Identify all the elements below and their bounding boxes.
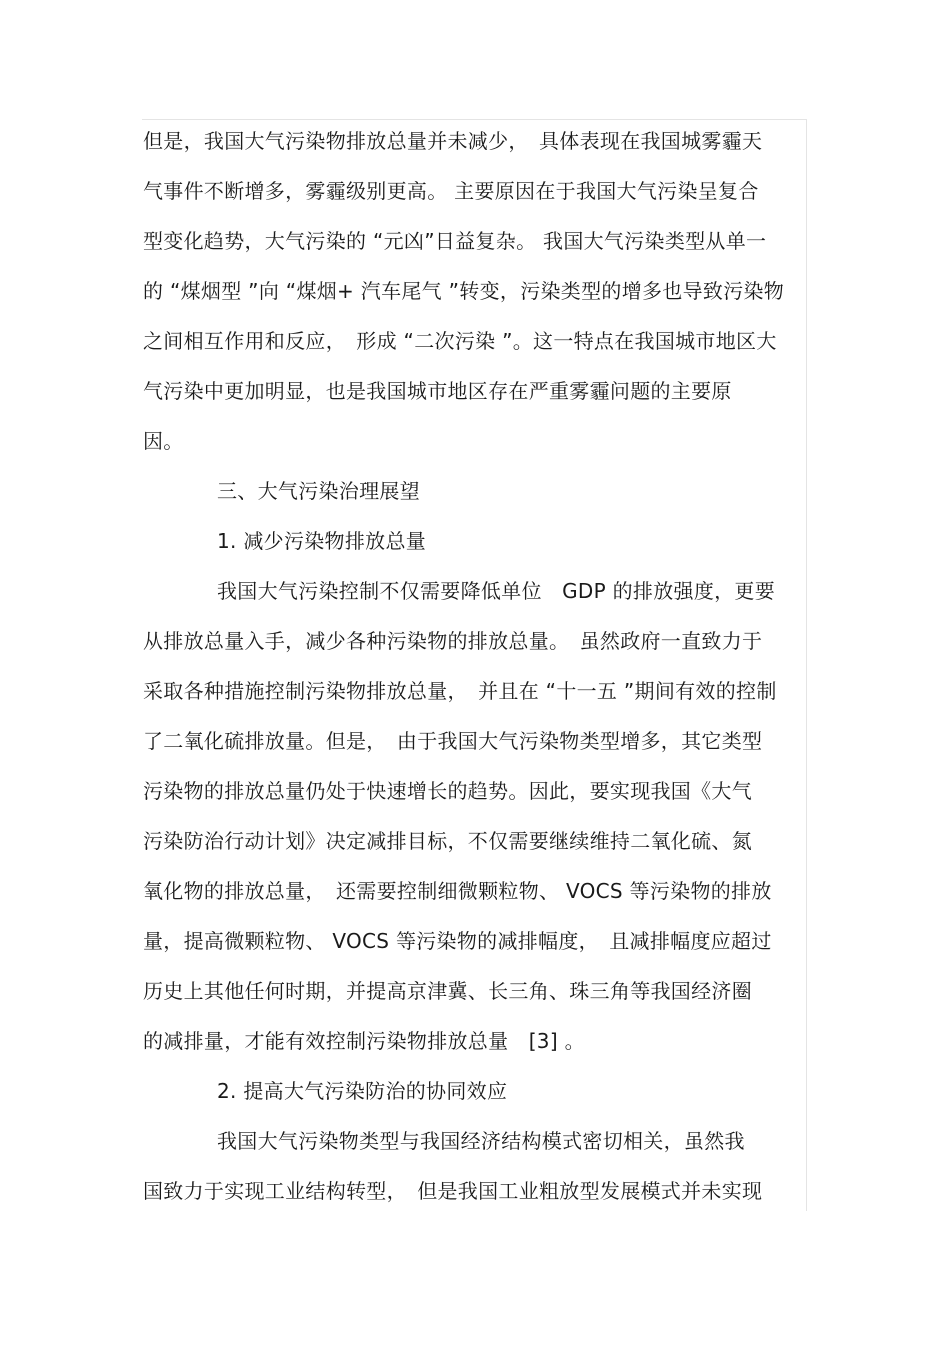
paragraph-line: 气事件不断增多，雾霾级别更高。 主要原因在于我国大气污染呈复合 — [143, 179, 759, 203]
paragraph-line: 之间相互作用和反应， 形成 “二次污染 ”。这一特点在我国城市地区大 — [143, 329, 777, 353]
paragraph-line: 从排放总量入手，减少各种污染物的排放总量。 虽然政府一直致力于 — [143, 629, 763, 653]
paragraph-line: 因。 — [143, 429, 184, 453]
paragraph-line: 的减排量，才能有效控制污染物排放总量 [3] 。 — [143, 1029, 585, 1053]
subsection-heading: 1. 减少污染物排放总量 — [217, 529, 427, 553]
paragraph-line: 我国大气污染物类型与我国经济结构模式密切相关，虽然我 — [217, 1129, 745, 1153]
paragraph-line: 量，提高微颗粒物、 VOCS 等污染物的减排幅度， 且减排幅度应超过 — [143, 929, 772, 953]
paragraph-line: 氧化物的排放总量， 还需要控制细微颗粒物、 VOCS 等污染物的排放 — [143, 879, 772, 903]
paragraph-line: 污染防治行动计划》决定减排目标，不仅需要继续维持二氧化硫、氮 — [143, 829, 752, 853]
paragraph-line: 但是，我国大气污染物排放总量并未减少， 具体表现在我国城雾霾天 — [143, 129, 763, 153]
paragraph-line: 采取各种措施控制污染物排放总量， 并且在 “十一五 ”期间有效的控制 — [143, 679, 777, 703]
paragraph-line: 我国大气污染控制不仅需要降低单位 GDP 的排放强度，更要 — [217, 579, 776, 603]
paragraph-line: 的 “煤烟型 ”向 “煤烟+ 汽车尾气 ”转变，污染类型的增多也导致污染物 — [143, 279, 785, 303]
paragraph-line: 历史上其他任何时期，并提高京津冀、长三角、珠三角等我国经济圈 — [143, 979, 752, 1003]
paragraph-line: 了二氧化硫排放量。但是， 由于我国大气污染物类型增多，其它类型 — [143, 729, 763, 753]
paragraph-line: 污染物的排放总量仍处于快速增长的趋势。因此，要实现我国《大气 — [143, 779, 752, 803]
paragraph-line: 型变化趋势，大气污染的 “元凶”日益复杂。 我国大气污染类型从单一 — [143, 229, 767, 253]
subsection-heading: 2. 提高大气污染防治的协同效应 — [217, 1079, 508, 1103]
section-heading: 三、大气污染治理展望 — [217, 479, 420, 503]
paragraph-line: 气污染中更加明显，也是我国城市地区存在严重雾霾问题的主要原 — [143, 379, 732, 403]
paragraph-line: 国致力于实现工业结构转型， 但是我国工业粗放型发展模式并未实现 — [143, 1179, 763, 1203]
